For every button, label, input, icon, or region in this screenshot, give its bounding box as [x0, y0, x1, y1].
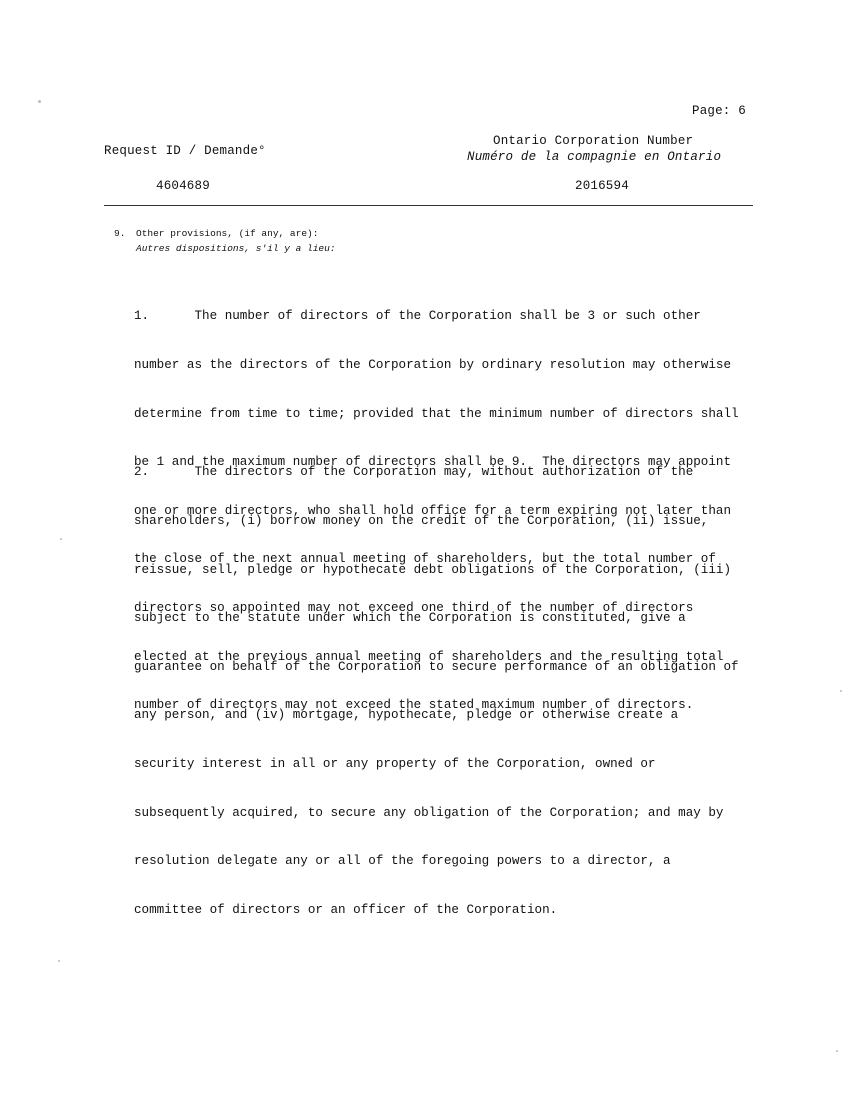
request-id-label: Request ID / Demande° [104, 144, 266, 158]
paragraph-line: reissue, sell, pledge or hypothecate debt obligations of the Corporation, (iii) [134, 562, 732, 577]
section-title: Other provisions, (if any, are): [136, 228, 319, 239]
request-id-value: 4604689 [156, 179, 210, 193]
scan-speck [836, 1050, 838, 1052]
corporation-number-value: 2016594 [575, 179, 629, 193]
paragraph-line: resolution delegate any or all of the foregoing powers to a director, a [134, 854, 671, 869]
paragraph-line: subject to the statute under which the Corporation is constituted, give a [134, 611, 686, 626]
provision-paragraph-2 [134, 432, 774, 951]
paragraph-line: number of directors may not exceed the stated maximum number of directors. [134, 698, 694, 713]
paragraph-line: guarantee on behalf of the Corporation to secure performance of an obligation of [134, 659, 739, 674]
scan-speck [38, 100, 41, 103]
paragraph-line: be 1 and the maximum number of directors shall be 9. The directors may appoint [134, 455, 732, 470]
corporation-number-label: Ontario Corporation Number [493, 134, 694, 148]
paragraph-line: determine from time to time; provided that the minimum number of directors shall [134, 406, 739, 421]
paragraph-line: 1. The number of directors of the Corporation shall be 3 or such other [134, 309, 701, 324]
paragraph-line: committee of directors or an officer of the Corporation. [134, 902, 558, 917]
scan-speck [60, 538, 62, 540]
section-number: 9. [114, 228, 126, 239]
corporation-number-label-fr: Numéro de la compagnie en Ontario [467, 150, 722, 164]
paragraph-line: shareholders, (i) borrow money on the credit of the Corporation, (ii) issue, [134, 514, 709, 529]
paragraph-line: 2. The directors of the Corporation may, without authorization of the [134, 465, 694, 480]
section-title-fr: Autres dispositions, s'il y a lieu: [136, 243, 336, 254]
paragraph-line: number as the directors of the Corporation by ordinary resolution may otherwise [134, 358, 732, 373]
page-number: Page: 6 [692, 104, 746, 118]
paragraph-line: one or more directors, who shall hold office for a term expiring not later than [134, 503, 732, 518]
header-divider [104, 205, 753, 206]
paragraph-line: elected at the previous annual meeting of shareholders and the resulting total [134, 649, 724, 664]
scan-speck [58, 960, 60, 962]
paragraph-line: any person, and (iv) mortgage, hypothecate, pledge or otherwise create a [134, 708, 679, 723]
paragraph-line: directors so appointed may not exceed one third of the number of directors [134, 601, 694, 616]
paragraph-line: subsequently acquired, to secure any obligation of the Corporation; and may by [134, 805, 724, 820]
paragraph-line: security interest in all or any property of the Corporation, owned or [134, 757, 656, 772]
paragraph-line: the close of the next annual meeting of shareholders, but the total number of [134, 552, 716, 567]
scan-speck [840, 690, 842, 692]
